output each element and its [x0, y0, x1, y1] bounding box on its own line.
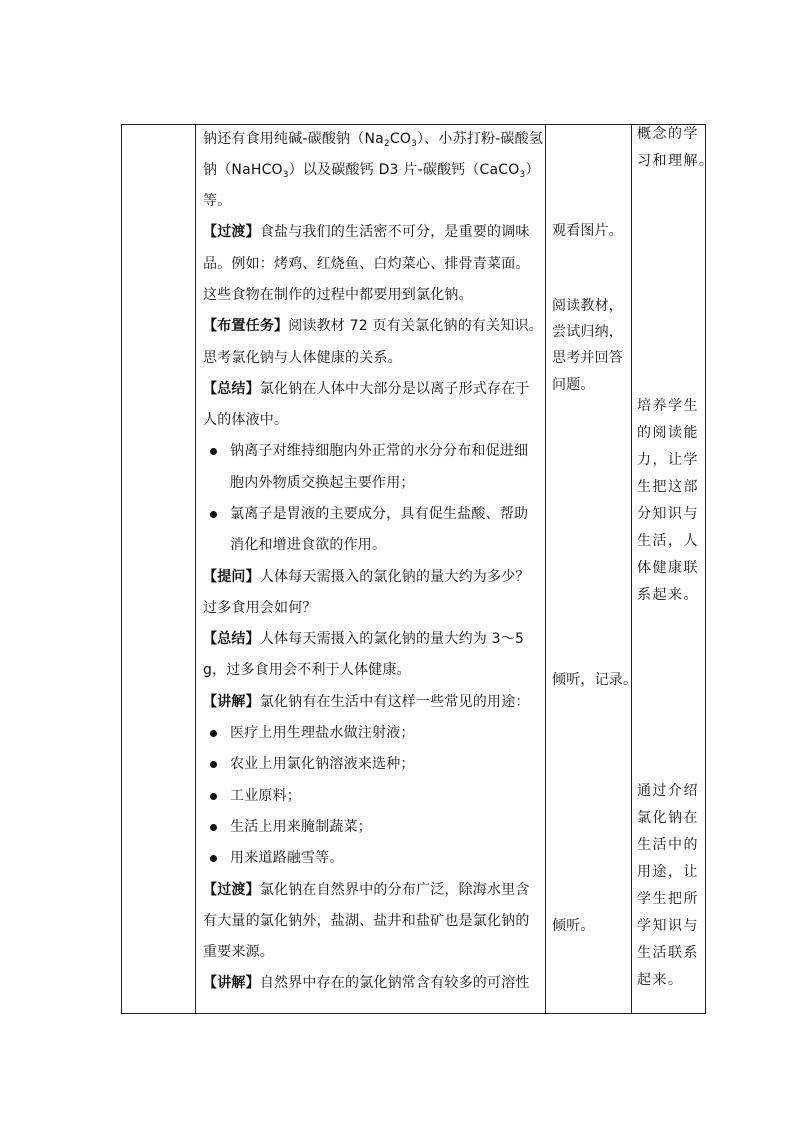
design-intent-text: 起来。	[637, 972, 684, 988]
design-intent-text: 培养学生	[637, 398, 699, 414]
bullet-text: 消化和增进食欲的作用。	[230, 537, 387, 553]
design-intent-text: 系起来。	[637, 587, 699, 603]
text-line: 品。例如：烤鸡、红烧鱼、白灼菜心、排骨青菜面。	[203, 256, 530, 272]
text-line: 【讲解】氯化钠有在生活中有这样一些常见的用途：	[203, 694, 530, 710]
design-intent-text: 生把这部	[637, 479, 699, 495]
bullet-icon	[210, 448, 217, 455]
column-divider-3	[631, 125, 632, 1013]
text-line: 【布置任务】阅读教材 72 页有关氯化钠的有关知识。	[203, 318, 543, 334]
section-tag: 【过渡】	[203, 882, 260, 898]
section-tag: 【提问】	[203, 569, 260, 585]
text-line: 等。	[203, 193, 232, 209]
design-intent-text: 分知识与	[637, 506, 699, 522]
design-intent-text: 用途，让	[637, 864, 699, 880]
text-line: 过多食用会如何？	[203, 600, 317, 616]
student-activity-text: 尝试归纳，	[552, 324, 623, 340]
design-intent-text: 生活中的	[637, 837, 699, 853]
design-intent-text: 力，让学	[637, 452, 699, 468]
bullet-icon	[210, 511, 217, 518]
student-activity-text: 问题。	[552, 377, 595, 393]
text-line: 有大量的氯化钠外，盐湖、盐井和盐矿也是氯化钠的	[203, 913, 530, 929]
text-line: 【总结】氯化钠在人体中大部分是以离子形式存在于	[203, 381, 530, 397]
design-intent-text: 的阅读能	[637, 425, 699, 441]
use-item: 医疗上用生理盐水做注射液；	[230, 725, 415, 741]
design-intent-text: 习和理解。	[637, 153, 715, 169]
design-intent-text: 生活，人	[637, 533, 699, 549]
student-activity-text: 倾听，记录。	[552, 672, 638, 688]
student-activity-text: 倾听。	[552, 918, 595, 934]
column-divider-1	[195, 125, 196, 1013]
text-line: 钠（NaHCO$_3$）以及碳酸钙 D3 片-碳酸钙（CaCO$_3$）	[203, 162, 540, 180]
use-item: 用来道路融雪等。	[230, 850, 344, 866]
student-activity-text: 阅读教材，	[552, 298, 623, 314]
bullet-text: 钠离子对维持细胞内外正常的水分分布和促进细	[230, 443, 529, 459]
use-item: 农业上用氯化钠溶液来选种；	[230, 756, 415, 772]
text-line: 【讲解】自然界中存在的氯化钠常含有较多的可溶性	[203, 975, 530, 991]
text-line: 【提问】人体每天需摄入的氯化钠的量大约为多少？	[203, 569, 530, 585]
text-line: 【总结】人体每天需摄入的氯化钠的量大约为 3～5	[203, 631, 525, 647]
text-line: g，过多食用会不利于人体健康。	[203, 662, 411, 678]
design-intent-text: 氯化钠在	[637, 810, 699, 826]
section-tag: 【讲解】	[203, 975, 260, 991]
design-intent-text: 通过介绍	[637, 783, 699, 799]
text-line: 这些食物在制作的过程中都要用到氯化钠。	[203, 287, 473, 303]
bullet-icon	[210, 824, 217, 831]
use-item: 生活上用来腌制蔬菜；	[230, 819, 372, 835]
design-intent-text: 生活联系	[637, 945, 699, 961]
section-tag: 【总结】	[203, 381, 260, 397]
bullet-text: 氯离子是胃液的主要成分，具有促生盐酸、帮助	[230, 506, 529, 522]
text-line: 人的体液中。	[203, 412, 289, 428]
bullet-icon	[210, 730, 217, 737]
bullet-icon	[210, 761, 217, 768]
section-tag: 【总结】	[203, 631, 260, 647]
design-intent-text: 学生把所	[637, 891, 699, 907]
design-intent-text: 体健康联	[637, 560, 699, 576]
student-activity-text: 观看图片。	[552, 223, 623, 239]
bullet-text: 胞内外物质交换起主要作用；	[230, 475, 415, 491]
bullet-icon	[210, 793, 217, 800]
text-line: 思考氯化钠与人体健康的关系。	[203, 350, 402, 366]
section-tag: 【讲解】	[203, 694, 260, 710]
bullet-icon	[210, 855, 217, 862]
design-intent-text: 概念的学	[637, 126, 699, 142]
student-activity-text: 思考并回答	[552, 350, 623, 366]
column-divider-2	[545, 125, 546, 1013]
design-intent-text: 学知识与	[637, 918, 699, 934]
text-line: 【过渡】氯化钠在自然界中的分布广泛，除海水里含	[203, 882, 530, 898]
text-line: 钠还有食用纯碱-碳酸钠$(Na_2CO_3)$、小苏打粉-碳酸氢	[203, 131, 544, 149]
use-item: 工业原料；	[230, 788, 301, 804]
text-line: 重要来源。	[203, 944, 274, 960]
text-line: 【过渡】食盐与我们的生活密不可分，是重要的调味	[203, 224, 530, 240]
section-tag: 【过渡】	[203, 224, 260, 240]
section-tag: 【布置任务】	[203, 318, 289, 334]
lesson-plan-table	[121, 124, 715, 1014]
